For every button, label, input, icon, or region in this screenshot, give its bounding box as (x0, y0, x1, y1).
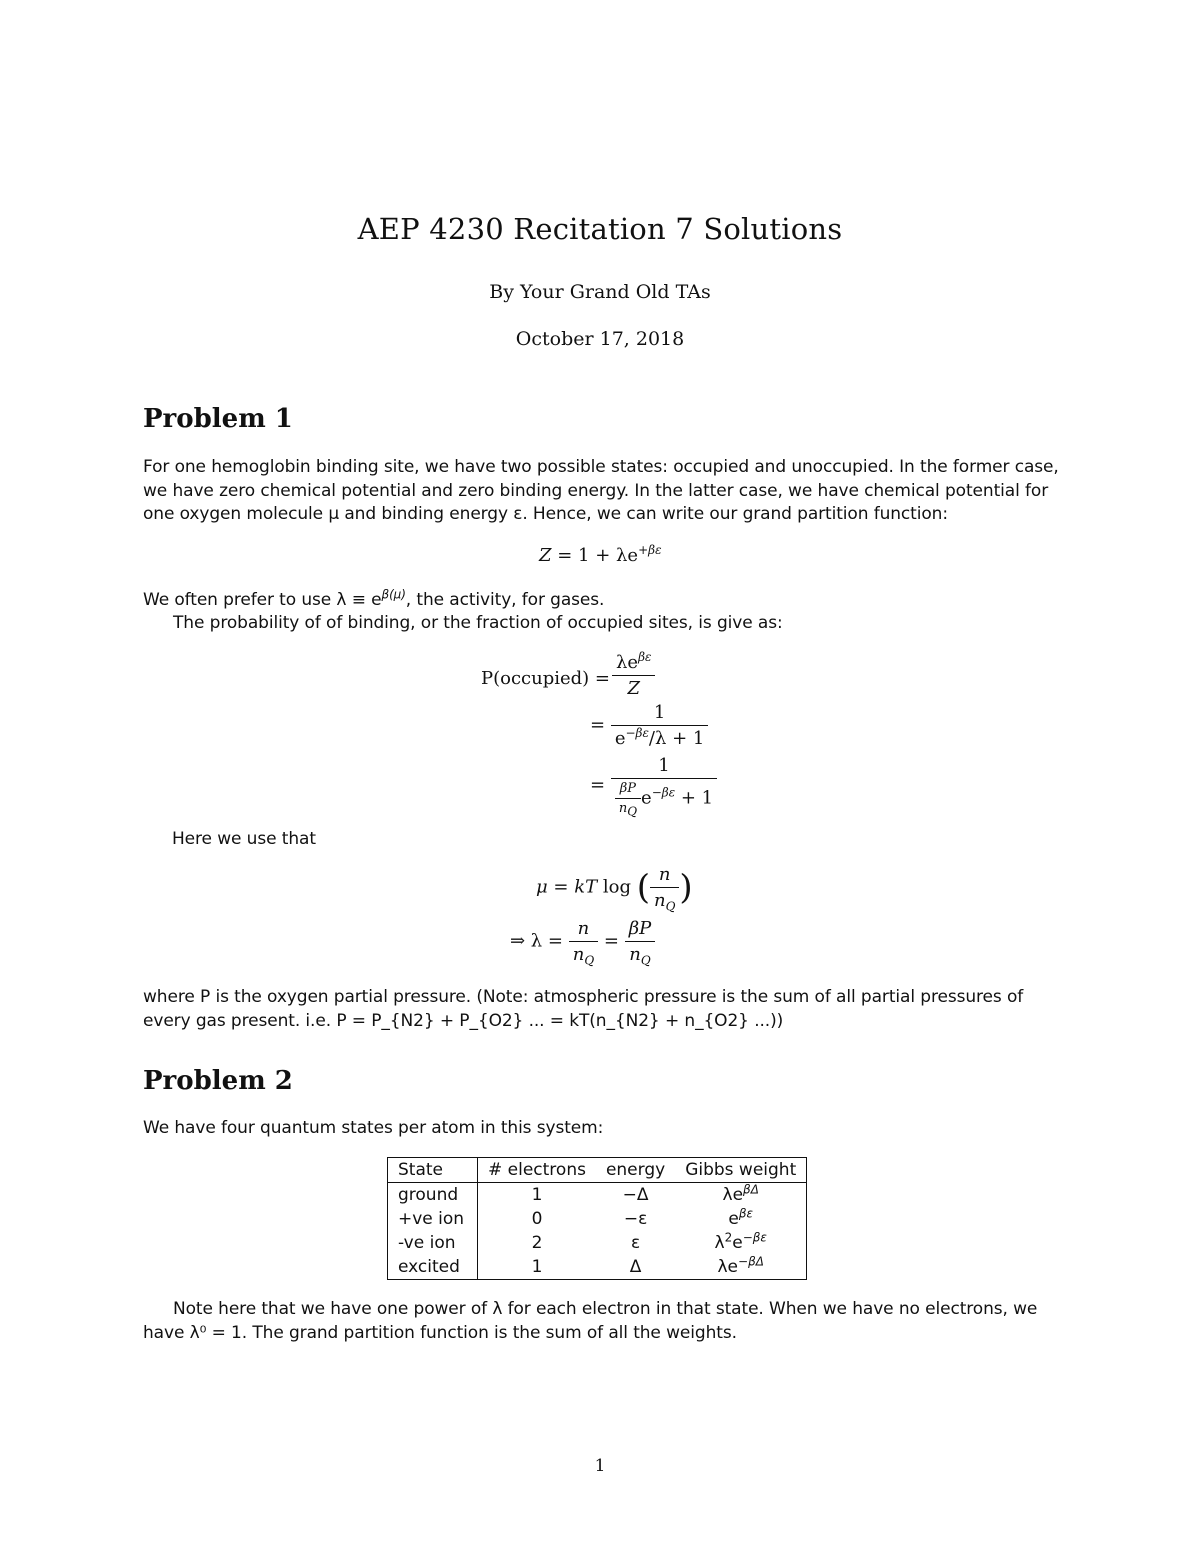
cell-electrons: 0 (531, 1209, 543, 1229)
cell-state: -ve ion (388, 1231, 478, 1255)
table-row (388, 1255, 807, 1280)
equation-p-step2: = $\frac{1}{e^{-\beta\varepsilon}/\lambda + 1}$ (590, 702, 708, 749)
table-row (388, 1207, 807, 1231)
column-header-electrons: # electrons (478, 1158, 596, 1183)
equation-chemical-potential: μ = kT log ( $\frac{n}{n_Q}$ ) (536, 864, 693, 914)
problem-1-heading: Problem 1 (143, 404, 293, 434)
cell-electrons: 1 (531, 1257, 543, 1277)
document-date: October 17, 2018 (515, 328, 685, 350)
problem-2-note: Note here that we have one power of λ for each electron in that state. When we have no electrons, we have λ⁰ = 1. The grand partition function is the sum of all the weights. (143, 1299, 1038, 1343)
cell-electrons: 2 (531, 1233, 543, 1253)
cell-weight: $\lambda e^{-\beta\Delta}$ (717, 1254, 764, 1277)
cell-electrons: 1 (531, 1185, 543, 1205)
probability-sentence: The probability of of binding, or the fraction of occupied sites, is give as: (173, 613, 783, 633)
cell-state: excited (388, 1255, 478, 1280)
cell-state: +ve ion (388, 1207, 478, 1231)
pressure-note: where P is the oxygen partial pressure. (Note: atmospheric pressure is the sum of all partial pressures of every gas present. i.e. P = P_{N2} + P_{O2} ... = kT(n_{N2} + n_{O2} ...)) (143, 987, 1024, 1031)
cell-energy: −Δ (622, 1185, 649, 1205)
table-header-row (388, 1158, 807, 1183)
problem-2-heading: Problem 2 (143, 1066, 293, 1096)
cell-weight: $\lambda e^{\beta\Delta}$ (722, 1182, 759, 1205)
problem-2-intro: We have four quantum states per atom in this system: (143, 1118, 604, 1138)
activity-sentence: We often prefer to use $\lambda \equiv e^{\beta(\mu)}$, the activity, for gases. (143, 587, 605, 610)
column-header-state: State (388, 1158, 478, 1183)
equation-p-occupied-lhs: P(occupied) = (481, 668, 611, 689)
equation-activity: ⇒ λ = $\frac{n}{n_Q}$ = $\frac{\beta P}{n_Q}$ (510, 918, 655, 965)
cell-weight: $e^{\beta\varepsilon}$ (728, 1206, 754, 1229)
cell-energy: −ε (623, 1209, 648, 1229)
problem-1-intro: For one hemoglobin binding site, we have two possible states: occupied and unoccupied. In the former case, we have zero chemical potential and zero binding energy. In the latter case, we have chemical potential for one oxygen molecule μ and binding energy ε. Hence, we can write our grand partition function: (143, 457, 1059, 524)
column-header-energy: energy (596, 1158, 675, 1183)
table-row (388, 1231, 807, 1255)
quantum-states-table (387, 1157, 807, 1280)
cell-energy: ε (630, 1233, 641, 1253)
cell-state: ground (388, 1183, 478, 1208)
here-we-use-text: Here we use that (172, 829, 316, 849)
equation-grand-partition: $Z = 1 + \lambda e^{+\beta\varepsilon}$ (539, 543, 662, 566)
table-row (388, 1183, 807, 1208)
document-author: By Your Grand Old TAs (489, 281, 711, 303)
page-number: 1 (594, 1456, 606, 1476)
equation-p-step3: = 1 $\frac{\beta P}{n_Q}$ $e^{-\beta\varepsilon} + 1$ (590, 755, 717, 816)
cell-energy: Δ (629, 1257, 642, 1277)
cell-weight: $\lambda^2e^{-\beta\varepsilon}$ (714, 1230, 767, 1253)
column-header-gibbs-weight: Gibbs weight (675, 1158, 807, 1183)
document-title: AEP 4230 Recitation 7 Solutions (357, 212, 843, 246)
equation-p-step1: $\frac{\lambda e^{\beta\varepsilon}}{Z}$ (612, 652, 655, 699)
